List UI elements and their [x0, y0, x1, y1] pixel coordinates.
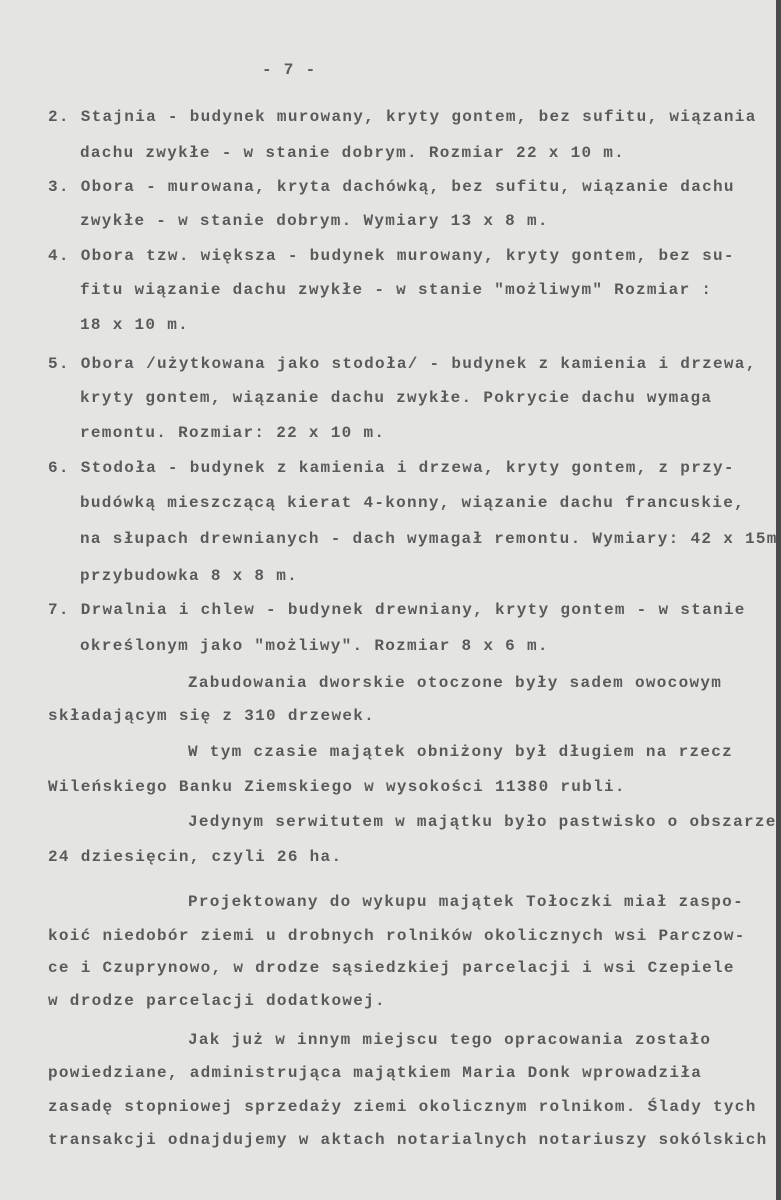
- list-item-line: 6. Stodoła - budynek z kamienia i drzewa, kryty gontem, z przy-: [48, 459, 735, 477]
- list-item-line: 4. Obora tzw. większa - budynek murowany, kryty gontem, bez su-: [48, 247, 735, 265]
- list-item-line: 7. Drwalnia i chlew - budynek drewniany, kryty gontem - w stanie: [48, 601, 746, 619]
- paragraph-line: Projektowany do wykupu majątek Tołoczki miał zaspo-: [188, 893, 744, 911]
- paragraph-line: W tym czasie majątek obniżony był długiem na rzecz: [188, 743, 734, 761]
- paragraph-line: koić niedobór ziemi u drobnych rolników okolicznych wsi Parczow-: [48, 927, 746, 945]
- list-item-line: fitu wiązanie dachu zwykłe - w stanie "możliwym" Rozmiar :: [80, 281, 713, 299]
- paragraph-line: Jak już w innym miejscu tego opracowania zostało: [188, 1031, 712, 1049]
- list-item-line: 18 x 10 m.: [80, 316, 190, 334]
- list-item-line: na słupach drewnianych - dach wymagał remontu. Wymiary: 42 x 15m: [80, 530, 778, 548]
- list-item-line: dachu zwykłe - w stanie dobrym. Rozmiar 22 x 10 m.: [80, 144, 626, 162]
- paragraph-line: powiedziane, administrująca majątkiem Maria Donk wprowadziła: [48, 1064, 703, 1082]
- list-item-line: kryty gontem, wiązanie dachu zwykłe. Pokrycie dachu wymaga: [80, 389, 713, 407]
- list-item-line: remontu. Rozmiar: 22 x 10 m.: [80, 424, 386, 442]
- list-item-line: przybudowka 8 x 8 m.: [80, 567, 299, 585]
- list-item-line: budówką mieszczącą kierat 4-konny, wiązanie dachu francuskie,: [80, 494, 745, 512]
- paragraph-line: 24 dziesięcin, czyli 26 ha.: [48, 848, 343, 866]
- page-number: - 7 -: [262, 61, 317, 79]
- paragraph-line: składającym się z 310 drzewek.: [48, 707, 376, 725]
- paragraph-line: w drodze parcelacji dodatkowej.: [48, 992, 386, 1010]
- list-item-line: określonym jako "możliwy". Rozmiar 8 x 6 m.: [80, 637, 549, 655]
- page-edge: [776, 0, 781, 1200]
- paragraph-line: Jedynym serwitutem w majątku było pastwisko o obszarze: [188, 813, 777, 831]
- list-item-line: zwykłe - w stanie dobrym. Wymiary 13 x 8 m.: [80, 212, 549, 230]
- paragraph-line: transakcji odnajdujemy w aktach notarialnych notariuszy sokólskich: [48, 1131, 768, 1149]
- paragraph-line: zasadę stopniowej sprzedaży ziemi okolicznym rolnikom. Ślady tych: [48, 1098, 757, 1116]
- paragraph-line: Wileńskiego Banku Ziemskiego w wysokości 11380 rubli.: [48, 778, 626, 796]
- paragraph-line: Zabudowania dworskie otoczone były sadem owocowym: [188, 674, 723, 692]
- list-item-line: 5. Obora /użytkowana jako stodoła/ - budynek z kamienia i drzewa,: [48, 355, 757, 373]
- list-item-line: 3. Obora - murowana, kryta dachówką, bez sufitu, wiązanie dachu: [48, 178, 735, 196]
- list-item-line: 2. Stajnia - budynek murowany, kryty gontem, bez sufitu, wiązania: [48, 108, 757, 126]
- paragraph-line: ce i Czuprynowo, w drodze sąsiedzkiej parcelacji i wsi Czepiele: [48, 959, 735, 977]
